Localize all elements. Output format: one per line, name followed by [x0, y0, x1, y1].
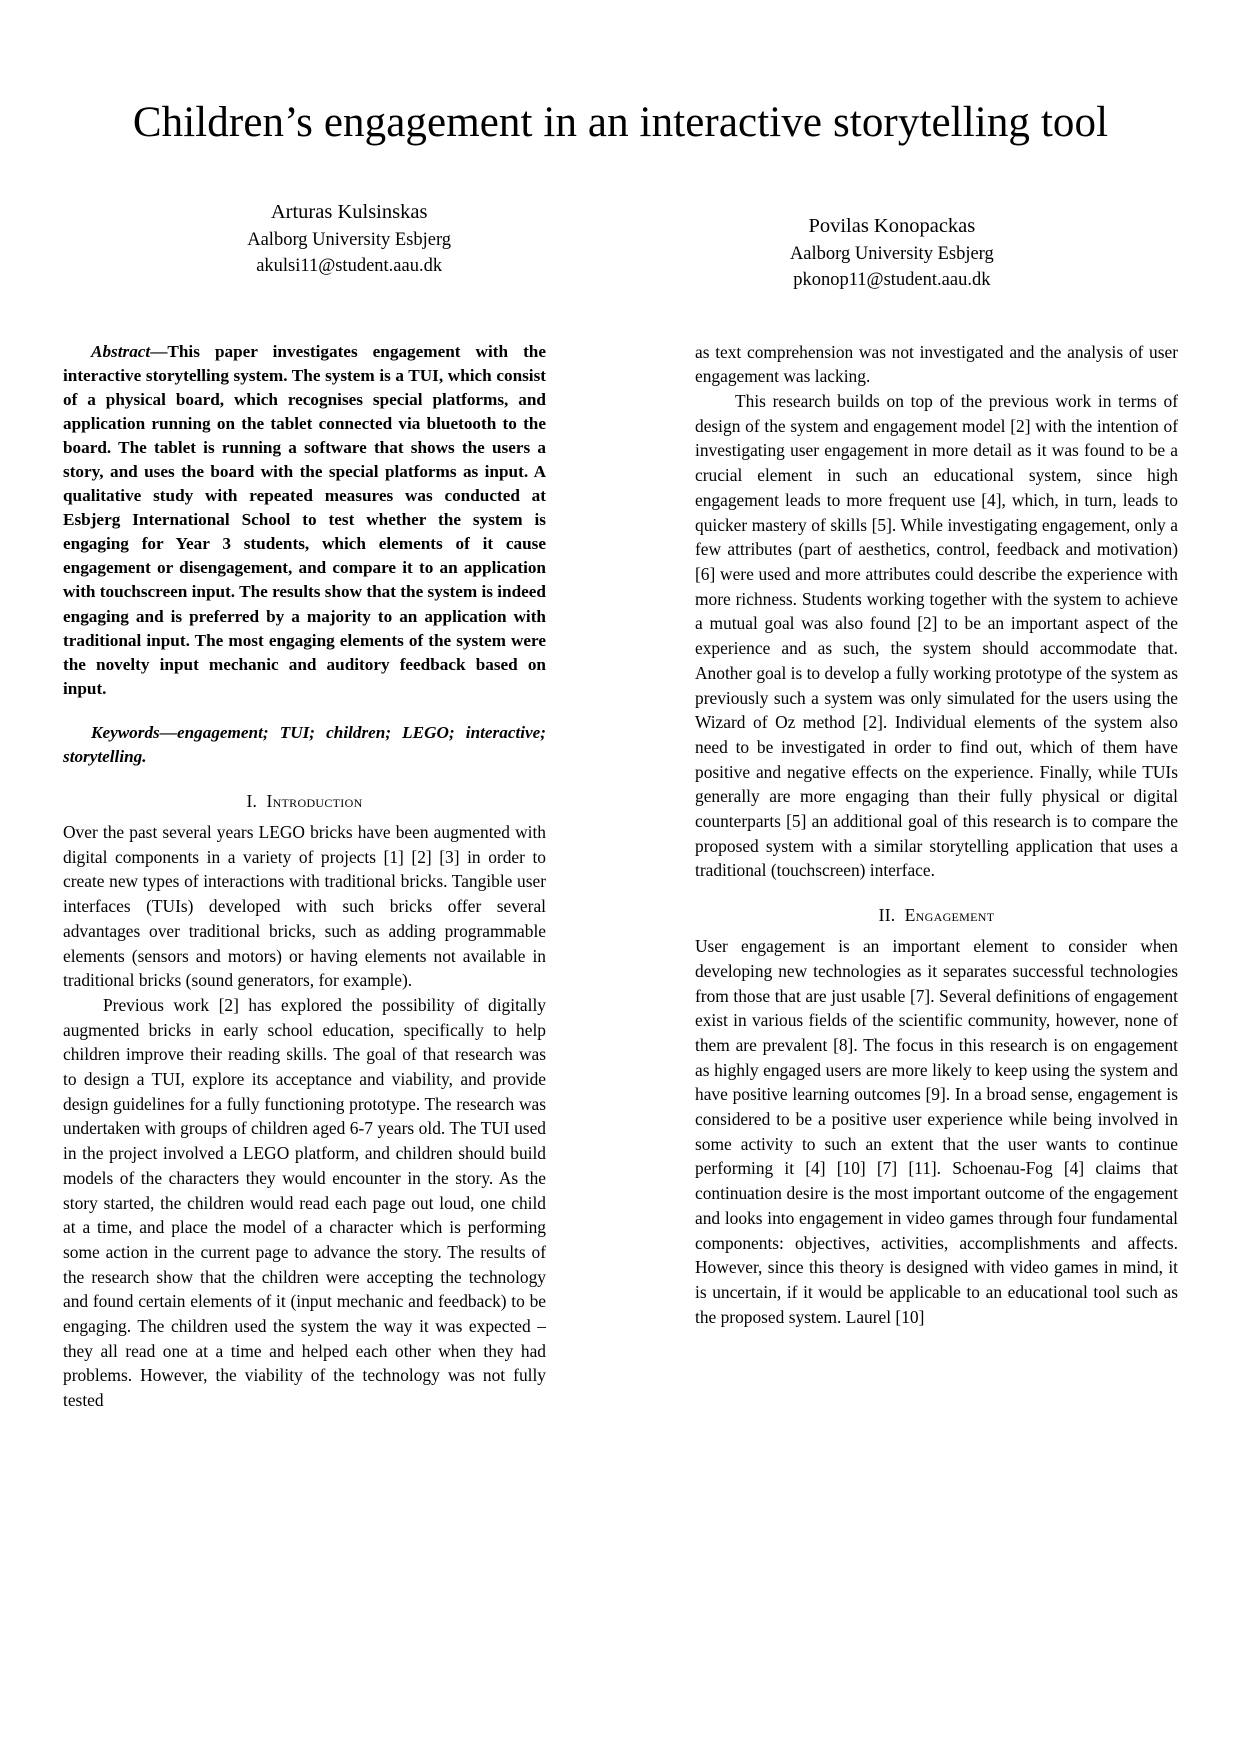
author-name: Povilas Konopackas	[808, 215, 976, 238]
abstract-label: Abstract	[91, 341, 151, 361]
author-list	[0, 150, 1241, 294]
section-title: Introduction	[266, 791, 363, 811]
author-block-2	[661, 198, 1123, 294]
body-columns	[0, 294, 1241, 1413]
section-numeral: II.	[878, 905, 896, 926]
paragraph: Over the past several years LEGO bricks have been augmented with digital components in a variety of projects [1] [2] [3] in order to create new types of interactions with traditional bricks. Tangible user interfaces (TUIs) developed with such bricks offer several advantages over traditional bricks, such as adding programmable elements (sensors and motors) or having elements not available in traditional bricks (sound generators, for example).	[63, 822, 546, 991]
abstract-paragraph	[63, 340, 546, 701]
section-heading-engagement	[695, 905, 1178, 926]
paragraph-continuation: as text comprehension was not investigated and the analysis of user engagement was lacking.	[695, 341, 1178, 387]
keywords-paragraph	[63, 721, 546, 769]
author-email: pkonop11@student.aau.dk	[793, 270, 991, 291]
author-affiliation: Aalborg University Esbjerg	[789, 244, 994, 265]
paragraph: Previous work [2] has explored the possibility of digitally augmented bricks in early school education, specifically to help children improve their reading skills. The goal of that research was to design a TUI, explore its acceptance and viability, and provide design guidelines for a fully functioning prototype. The research was undertaken with groups of children aged 6-7 years old. The TUI used in the project involved a LEGO platform, and children should build models of the characters they would encounter in the story. As the story started, the children would read each page out loud, one child at a time, and place the model of a character which is performing some action in the current page to advance the story. The results of the research show that the children were accepting the technology and found certain elements of it (input mechanic and feedback) to be engaging. The children used the system the way it was expected – they all read one at a time and helped each other when they had problems. However, the viability of the technology was not fully tested	[63, 994, 546, 1411]
section-numeral: I.	[246, 791, 258, 811]
section-heading-introduction	[63, 791, 546, 812]
keywords-dash: —	[159, 722, 177, 742]
author-email: akulsi11@student.aau.dk	[256, 256, 443, 277]
keywords-text: engagement; TUI; children; LEGO; interactive; storytelling.	[63, 722, 546, 766]
paragraph: This research builds on top of the previous work in terms of design of the system and engagement model [2] with the intention of investigating user engagement in more detail as it was found to be a crucial element in such an educational system, since high engagement leads to more frequent use [4], which, in turn, leads to quicker mastery of skills [5]. While investigating engagement, only a few attributes (part of aesthetics, control, feedback and motivation) [6] were used and more attributes could describe the experience with more richness. Students working together with the system to achieve a mutual goal was also found [2] to be an important aspect of the experience and as such, the system should accommodate that. Another goal is to develop a fully working prototype of the system as previously such a system was only simulated for the users using the Wizard of Oz method [2]. Individual elements of the system also need to be investigated in order to find out, which of them have positive and negative effects on the experience. Finally, while TUIs generally are more engaging than their fully physical or digital counterparts [5] an additional goal of this research is to compare the proposed system with a similar storytelling application that uses a traditional (touchscreen) interface.	[695, 391, 1178, 881]
author-affiliation: Aalborg University Esbjerg	[247, 230, 452, 251]
paragraph: User engagement is an important element to consider when developing new technologies as it separates successful technologies from those that are just usable [7]. Several definitions of engagement exist in various fields of the scientific community, however, none of them are prevalent [8]. The focus in this research is on engagement as highly engaged users are more likely to keep using the system and have positive learning outcomes [9]. In a broad sense, engagement is considered to be a positive user experience while being involved in some activity to such an extent that the user wants to continue performing it [4] [10] [7] [11]. Schoenau-Fog [4] claims that continuation desire is the most important outcome of the engagement and looks into engagement in video games through four fundamental components: objectives, activities, accomplishments and affects. However, since this theory is designed with video games in mind, it is uncertain, if it would be applicable to an educational tool such as the proposed system. Laurel [10]	[695, 936, 1178, 1327]
abstract-dash: —	[150, 341, 168, 361]
abstract-text: This paper investigates engagement with the interactive storytelling system. The system is a TUI, which consist of a physical board, which recognises special platforms, and application running on the tablet connected via bluetooth to the board. The tablet is running a software that shows the users a story, and uses the board with the special platforms as input. A qualitative study with repeated measures was conducted at Esbjerg International School to test whether the system is engaging for Year 3 students, which elements of it cause engagement or disengagement, and compare it to an application with touchscreen input. The results show that the system is indeed engaging and is preferred by a majority to an application with traditional input. The most engaging elements of the system were the novelty input mechanic and auditory feedback based on input.	[63, 341, 546, 698]
left-column	[63, 340, 546, 1413]
author-block-1	[118, 198, 580, 294]
right-column	[695, 340, 1178, 1413]
page-title: Children’s engagement in an interactive storytelling tool	[132, 99, 1109, 146]
keywords-label: Keywords	[91, 722, 160, 742]
section-title: Engagement	[904, 905, 995, 926]
author-name: Arturas Kulsinskas	[270, 201, 428, 224]
